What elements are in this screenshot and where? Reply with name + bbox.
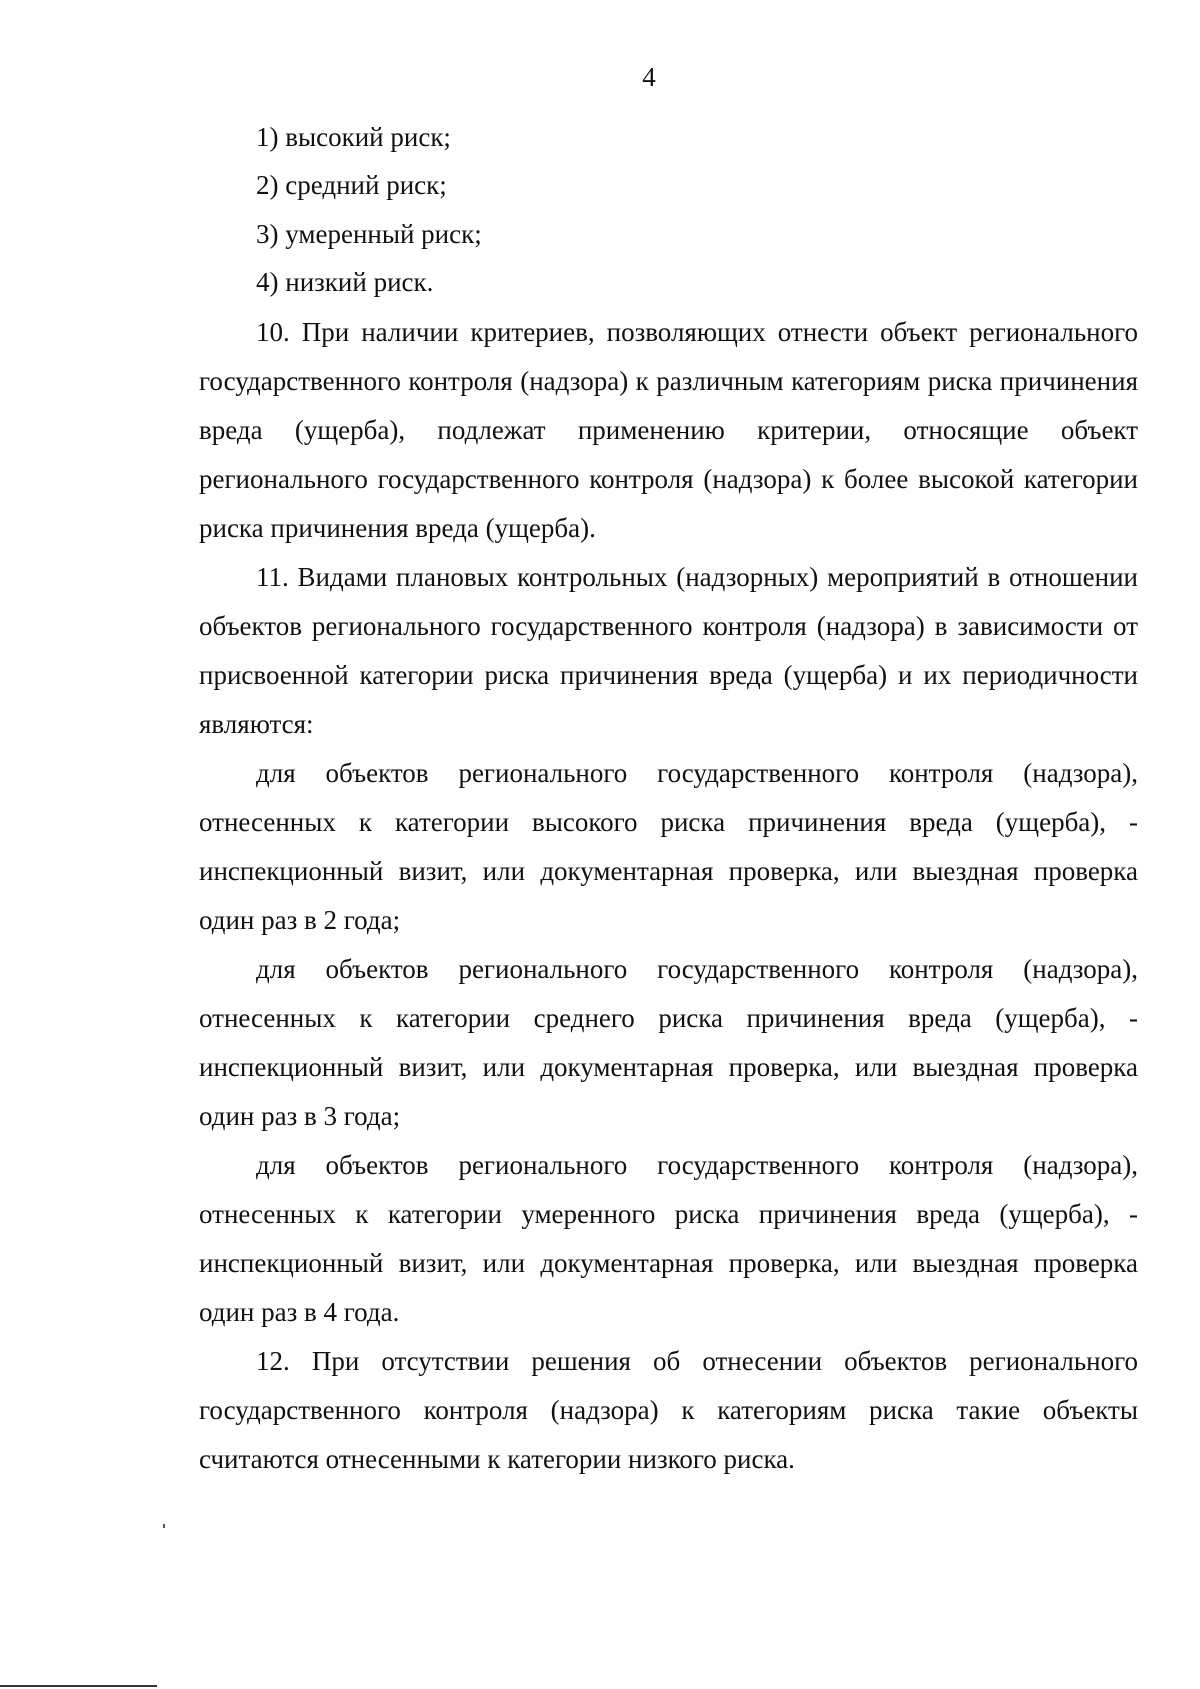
paragraph-12: 12. При отсутствии решения об отнесении объектов регионального государственного контроля (надзора) к категориям риска такие объекты считаются отнесенными к категории низкого риска. <box>199 1346 1138 1474</box>
paragraph-11-medium-risk: для объектов регионального государственного контроля (надзора), отнесенных к категории среднего риска причинения вреда (ущерба), - инспекционный визит, или документарная проверка, или выездная проверка один раз в 3 года; <box>199 954 1138 1131</box>
page-number: 4 <box>642 62 656 92</box>
scan-artifact-line <box>0 1685 157 1687</box>
risk-category-item-moderate: 3) умеренный риск; <box>256 219 482 249</box>
risk-category-item-high: 1) высокий риск; <box>256 122 451 152</box>
paragraph-11: 11. Видами плановых контрольных (надзорных) мероприятий в отношении объектов регионального государственного контроля (надзора) в зависимости от присвоенной категории риска причинения вреда (ущерба) и их периодичности являются: <box>199 562 1138 739</box>
risk-category-item-low: 4) низкий риск. <box>256 267 434 297</box>
paragraph-11-moderate-risk: для объектов регионального государственного контроля (надзора), отнесенных к категории умеренного риска причинения вреда (ущерба), - инспекционный визит, или документарная проверка, или выездная проверка один раз в 4 года. <box>199 1150 1138 1327</box>
scan-artifact-dot <box>163 1524 165 1528</box>
risk-category-item-medium: 2) средний риск; <box>256 170 447 200</box>
paragraph-10: 10. При наличии критериев, позволяющих отнести объект регионального государственного контроля (надзора) к различным категориям риска причинения вреда (ущерба), подлежат применению критерии, относящие объект регионального государственного контроля (надзора) к более высокой категории риска причинения вреда (ущерба). <box>199 317 1138 543</box>
paragraph-11-high-risk: для объектов регионального государственного контроля (надзора), отнесенных к категории высокого риска причинения вреда (ущерба), - инспекционный визит, или документарная проверка, или выездная проверка один раз в 2 года; <box>199 758 1138 935</box>
